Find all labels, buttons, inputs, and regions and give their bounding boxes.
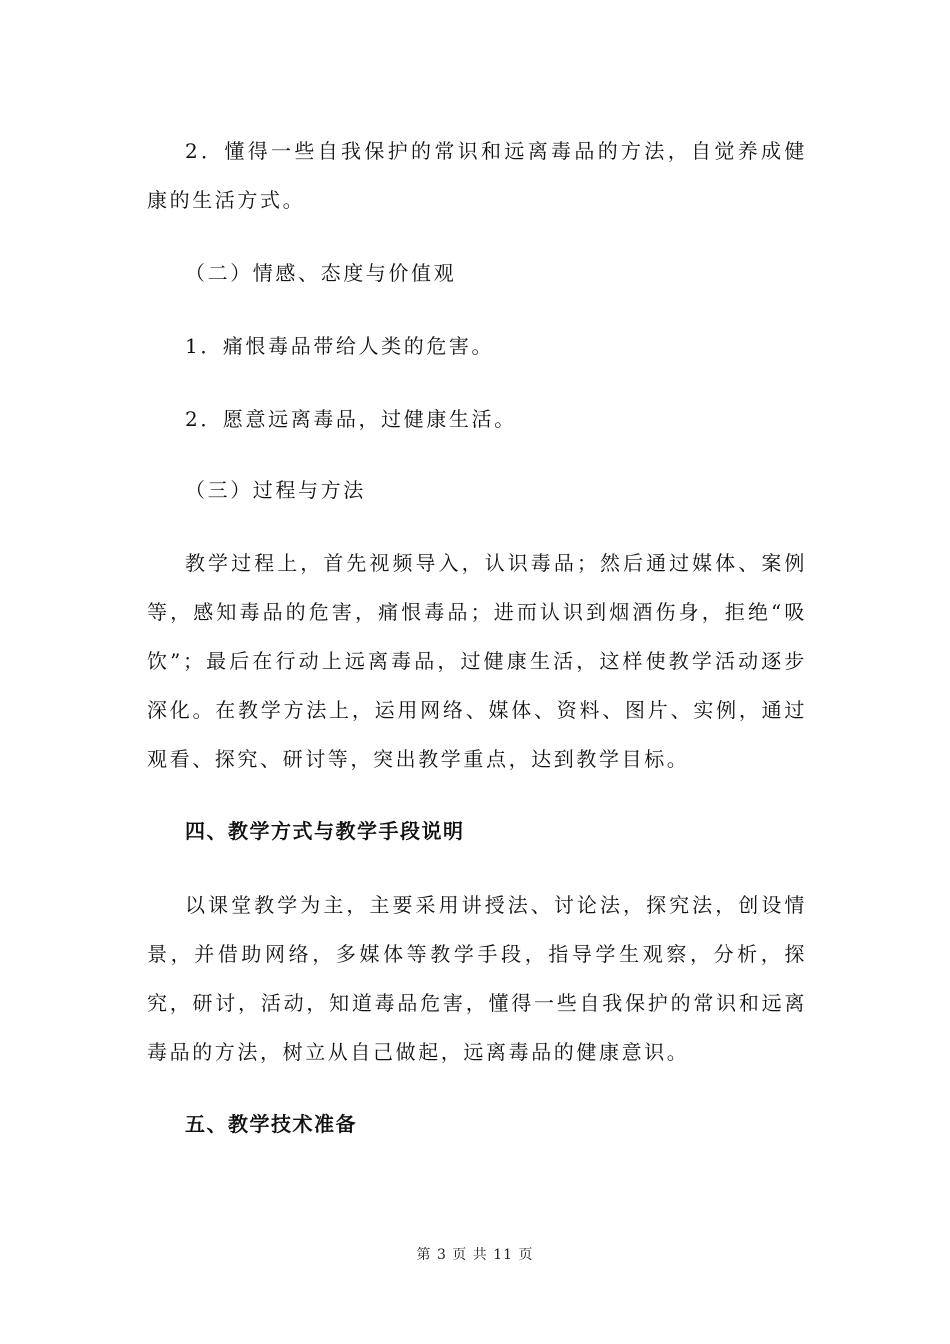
paragraph-teaching-process: 教学过程上，首先视频导入，认识毒品；然后通过媒体、案例等，感知毒品的危害，痛恨毒品；进而认识到烟酒伤身，拒绝“吸饮”；最后在行动上远离毒品，过健康生活，这样使教学活动逐步深化。在教学方法上，运用网络、媒体、资料、图片、实例，通过观看、探究、研讨等，突出教学重点，达到教学目标。: [147, 551, 807, 771]
page-number-footer: 第 3 页 共 11 页: [416, 1247, 534, 1263]
paragraph-teaching-methods: 以课堂教学为主，主要采用讲授法、讨论法，探究法，创设情景，并借助网络，多媒体等教学手段，指导学生观察，分析，探究，研讨，活动，知道毒品危害，懂得一些自我保护的常识和远离毒品的方法，树立从自己做起，远离毒品的健康意识。: [147, 893, 807, 1064]
heading-section-5: 五、教学技术准备: [185, 1112, 357, 1136]
subheading-process-methods: （三）过程与方法: [185, 478, 366, 502]
paragraph-goal-2: 2．懂得一些自我保护的常识和远离毒品的方法，自觉养成健康的生活方式。: [147, 139, 807, 212]
paragraph-emotion-1: 1．痛恨毒品带给人类的危害。: [185, 334, 495, 358]
paragraph-emotion-2: 2．愿意远离毒品，过健康生活。: [185, 407, 517, 431]
subheading-emotion-attitude-values: （二）情感、态度与价值观: [185, 261, 457, 285]
heading-section-4: 四、教学方式与教学手段说明: [185, 819, 465, 843]
